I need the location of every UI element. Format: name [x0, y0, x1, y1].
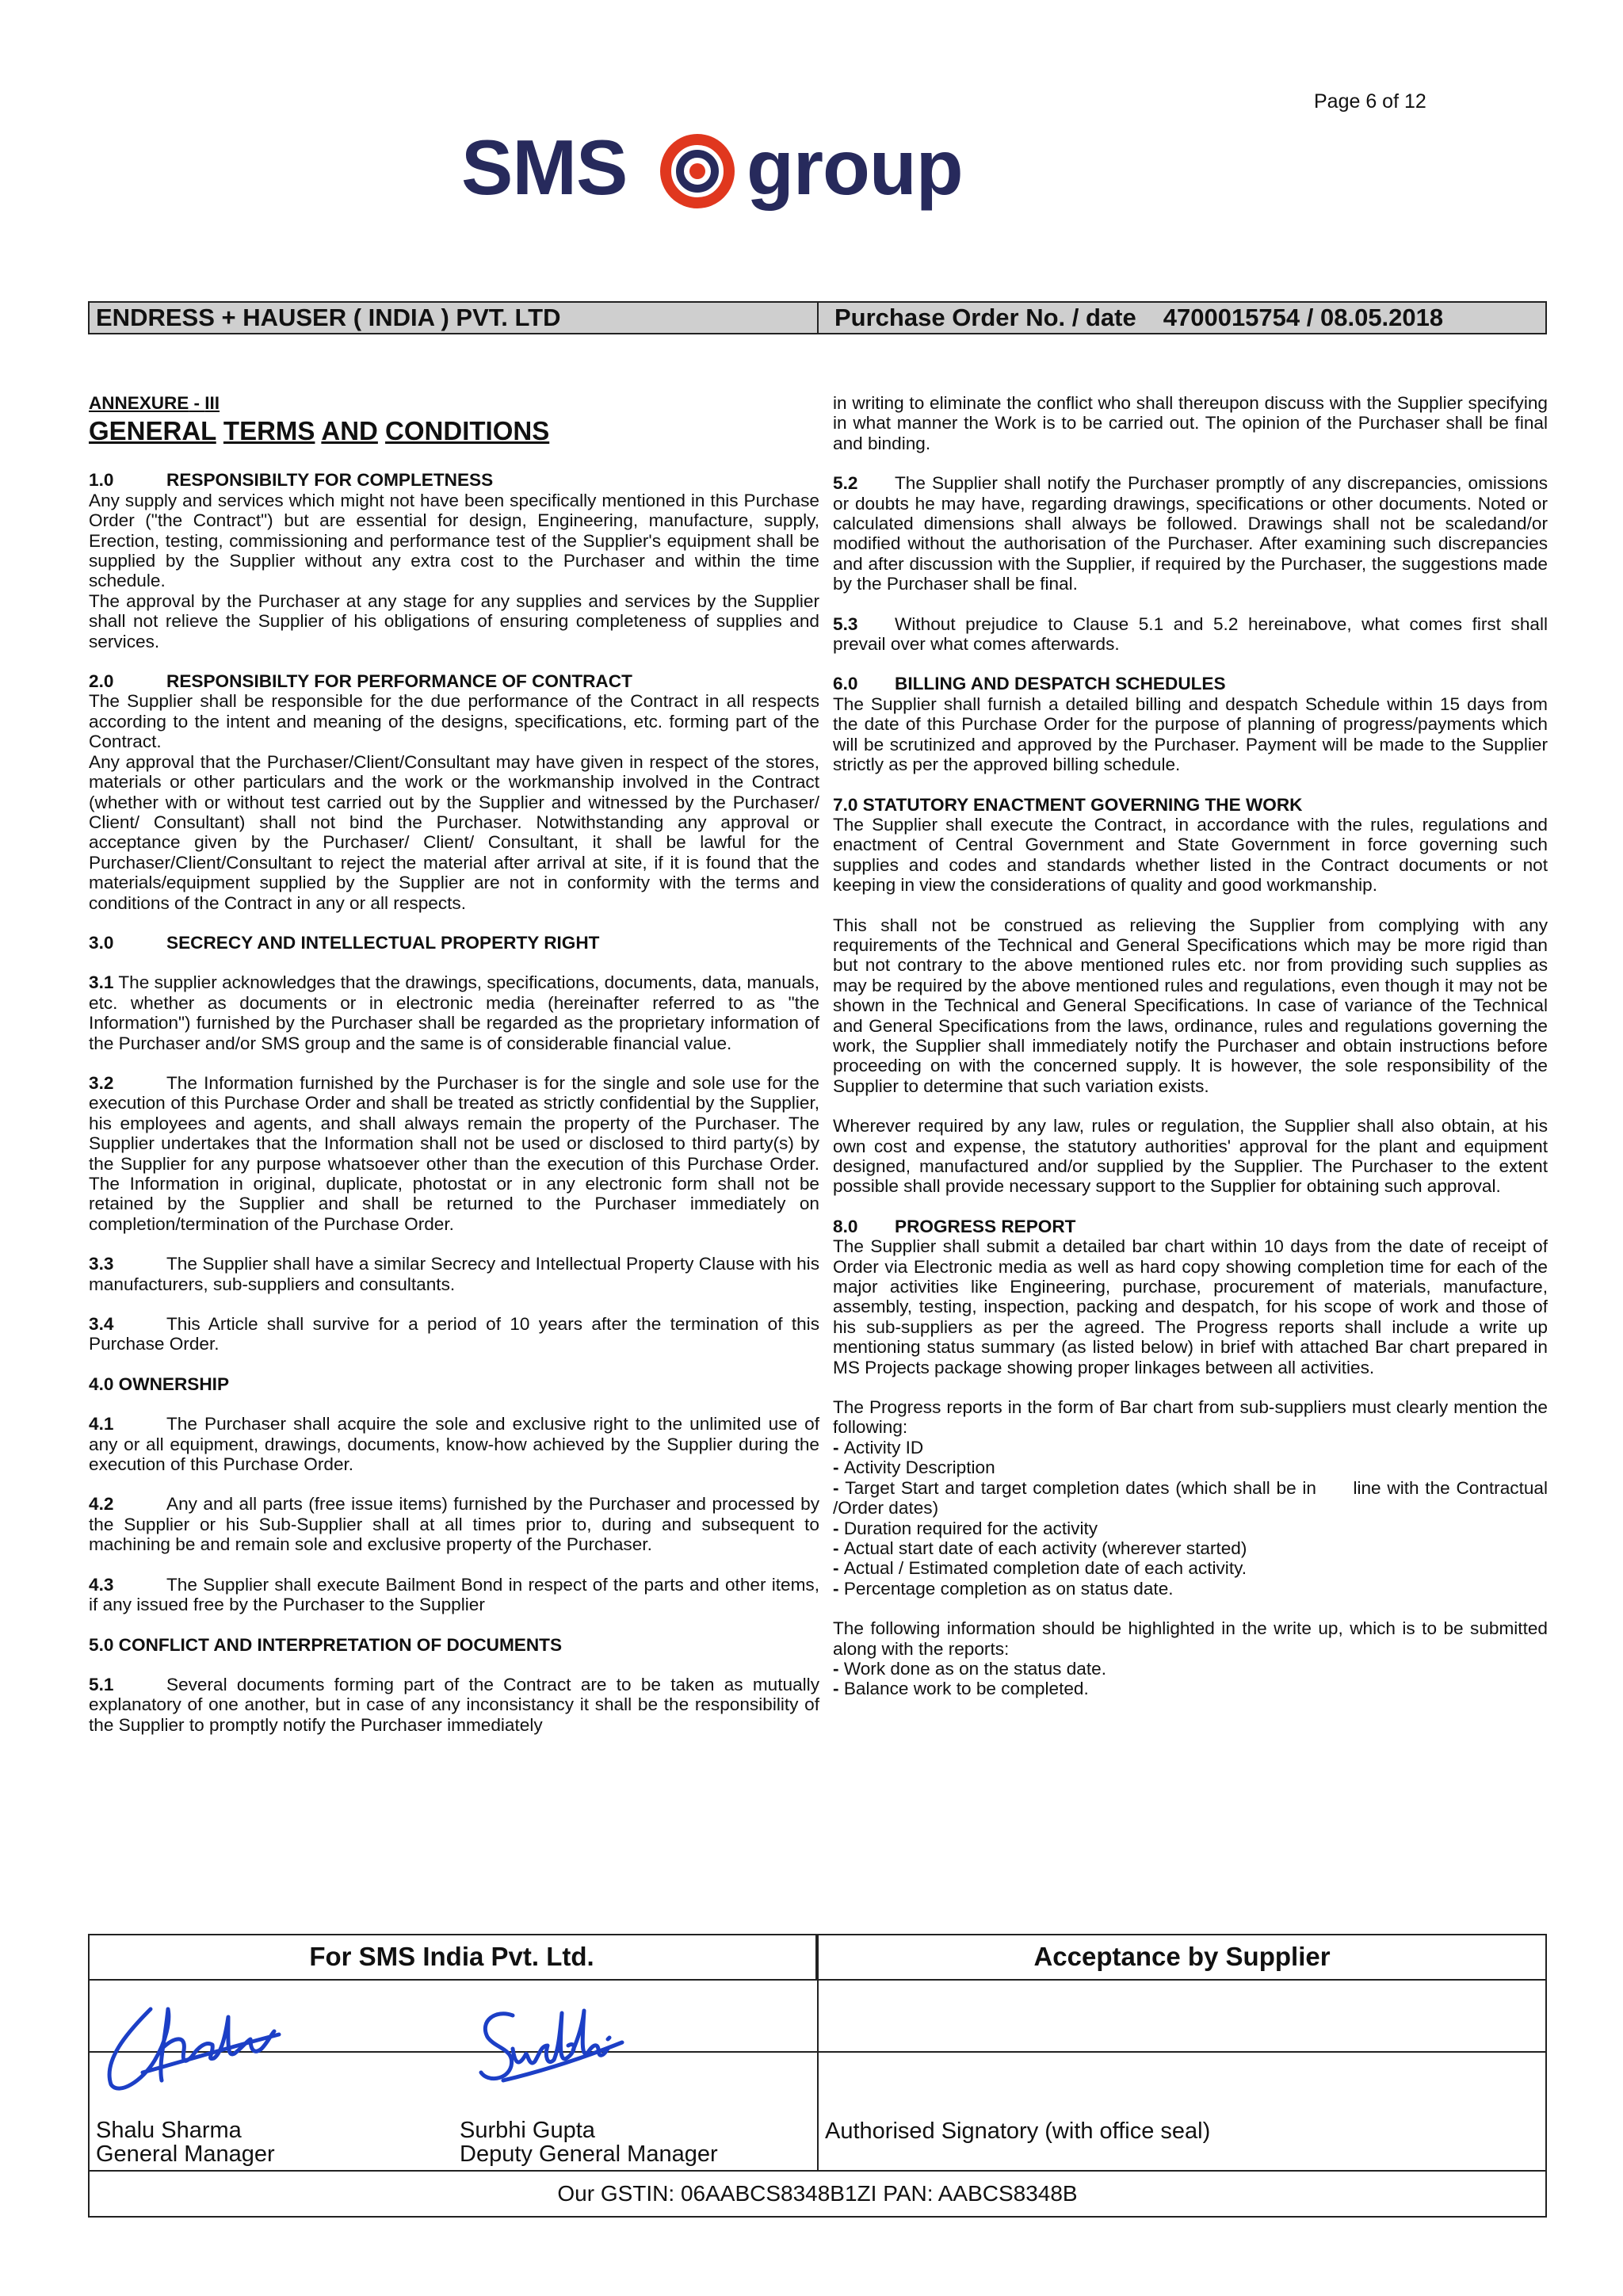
clause-3-3: [89, 1254, 819, 1294]
section-8-paragraph: The following information should be highlighted in the write up, which is to be submitted along with the reports:: [833, 1618, 1548, 1659]
list-item-text: Percentage completion as on status date.: [843, 1578, 1174, 1599]
clause-4-3: [89, 1575, 819, 1615]
clause-text: The Purchaser shall acquire the sole and exclusive right to the unlimited use of any or all equipment, drawings, documents, know-how achieved by the Supplier during the execution of this Purchase Order.: [89, 1414, 819, 1475]
clause-4-2: [89, 1494, 819, 1554]
section-8-paragraph: The Progress reports in the form of Bar chart from sub-suppliers must clearly mention the following:: [833, 1397, 1548, 1438]
clause-number: 3.1: [89, 972, 114, 993]
section-4-heading: 4.0 OWNERSHIP: [89, 1373, 230, 1394]
po-value: 4700015754 / 08.05.2018: [1163, 304, 1444, 331]
clause-number: 4.3: [89, 1574, 114, 1595]
clause-number: 5.1: [89, 1674, 114, 1694]
clause-text: The Information furnished by the Purchaser is for the single and sole use for the execution of this Purchase Order and shall be treated as strictly confidential by the Supplier, his employees and agents, and shall always remain the property of the Purchaser. The Supplier undertakes that the Information shall not be used or disclosed to third party(s) by the Supplier for any purpose whatsoever other than the execution of this Purchase Order. The Information in original, duplicate, photostat or in any electronic form shall not be retained by the Supplier and shall be returned to the Purchaser immediately on completion/termination of the Purchase Order.: [89, 1072, 819, 1234]
logo-ring-icon: [656, 133, 739, 209]
writeup-list: [833, 1659, 1548, 1699]
section-7-paragraph: The Supplier shall execute the Contract, in accordance with the rules, regulations and enactment of Central Government and State Government in force governing such supplies and codes and standards whether listed in the Contract documents or not keeping in view the considerations of quality and good workmanship.: [833, 814, 1548, 896]
supplier-acceptance-heading: Acceptance by Supplier: [1033, 1942, 1331, 1971]
section-1-heading: [89, 470, 819, 490]
section-number: 1.0: [89, 470, 114, 491]
section-title: SECRECY AND INTELLECTUAL PROPERTY RIGHT: [166, 932, 600, 953]
section-2-paragraph: Any approval that the Purchaser/Client/Consultant may have given in respect of the stores, materials or other particulars and the work or the workmanship involved in the Contract (whether with or without test carried out by the Supplier and witnessed by the Purchaser/ Client/ Consultant) shall not bind the Purchaser. Notwithstanding any approval or acceptance given by the Purchaser/ Client/ Consultant, it shall be lawful for the Purchaser/Client/Consultant to reject the material after arrival at site, if it is found that the materials/equipment supplied by the Supplier are not in conformity with the terms and conditions of the Contract in any or all respects.: [89, 751, 819, 913]
section-1-paragraph: The approval by the Purchaser at any stage for any supplies and services by the Supplier shall not relieve the Supplier of his obligations of ensuring completeness of supplies and services.: [89, 590, 819, 651]
section-7-paragraph: Wherever required by any law, rules or regulation, the Supplier shall also obtain, at his own cost and expense, the statutory authorities' approval for the plant and equipment designed, manufactured and/or supplied by the Supplier. The Purchaser to the extent possible shall provide necessary support to the Supplier for obtaining such approval.: [833, 1116, 1548, 1197]
authorised-signatory-label: Authorised Signatory (with office seal): [825, 2118, 1211, 2144]
clause-number: 3.3: [89, 1254, 114, 1274]
signer-2: [460, 2118, 718, 2166]
gstin-footer: Our GSTIN: 06AABCS8348B1ZI PAN: AABCS8348B: [88, 2170, 1547, 2218]
clause-text: The Supplier shall notify the Purchaser promptly of any discrepancies, omissions or doubts he may have, regarding drawings, specifications or other documents. Noted or calculated dimensions shall always be followed. Drawings shall not be scaledand/or modified without the authorisation of the Purchaser. After examining such discrepancies and after discussion with the Supplier, if required by the Purchaser, the suggestions made by the Purchaser shall be final.: [833, 473, 1548, 594]
list-item: - Percentage completion as on status date.: [833, 1578, 1174, 1599]
annexure-label: [89, 393, 819, 413]
list-item-text: Actual start date of each activity (wherever started): [843, 1538, 1247, 1558]
sms-group-logo: [461, 125, 968, 212]
title-word-2: TERMS: [223, 416, 315, 446]
section-5-heading: 5.0 CONFLICT AND INTERPRETATION OF DOCUMENTS: [89, 1634, 563, 1655]
clause-5-3: [833, 614, 1548, 655]
clause-4-1: [89, 1414, 819, 1474]
clause-3-4: [89, 1314, 819, 1354]
clause-5-2: [833, 473, 1548, 594]
clause-text: Several documents forming part of the Contract are to be taken as mutually explanatory of one another, but in case of any inconsistancy it shall be the responsibility of the Supplier to promptly notify the Purchaser immediately: [89, 1674, 819, 1735]
list-item-text: Balance work to be completed.: [843, 1679, 1089, 1699]
list-item: - Target Start and target completion dates (which shall be in line with the Contractual /Order dates): [833, 1477, 1553, 1519]
list-item-text: Activity ID: [843, 1437, 924, 1457]
section-number: 2.0: [89, 671, 114, 692]
section-2-heading: [89, 671, 819, 691]
list-item-text: Target Start and target completion dates (which shall be in line with the Contractual /Order dates): [833, 1477, 1553, 1519]
signer-1: [96, 2118, 275, 2166]
clause-number: 5.3: [833, 613, 858, 634]
title-word-1: GENERAL: [89, 416, 216, 446]
section-8-heading: [833, 1217, 1548, 1236]
signature-shalu: [95, 1985, 285, 2104]
annexure-number: III: [204, 393, 220, 413]
section-7-heading: 7.0 STATUTORY ENACTMENT GOVERNING THE WORK: [833, 794, 1303, 815]
list-item: - Actual start date of each activity (wherever started): [833, 1538, 1247, 1558]
signer-name: Shalu Sharma: [96, 2118, 242, 2143]
right-column: [833, 393, 1553, 1699]
annexure-text: ANNEXURE: [89, 393, 189, 413]
list-item: - Actual / Estimated completion date of each activity.: [833, 1558, 1247, 1579]
section-6-heading: [833, 674, 1548, 693]
list-item-text: Duration required for the activity: [843, 1518, 1098, 1538]
list-item: - Balance work to be completed.: [833, 1679, 1089, 1699]
section-number: 3.0: [89, 932, 114, 953]
section-1-paragraph: Any supply and services which might not have been specifically mentioned in this Purchase Order ("the Contract") but are essential for design, Engineering, manufacture, supply, Erection, testing, commissioning and performance test of the Supplier's equipment shall be supplied by the Supplier without any extra cost to the Purchaser and within the time schedule.: [89, 490, 819, 591]
logo-text-sms: SMS: [461, 124, 628, 211]
list-item-text: Work done as on the status date.: [843, 1658, 1106, 1679]
section-title: RESPONSIBILTY FOR COMPLETNESS: [166, 470, 494, 491]
logo-text-group: group: [747, 124, 963, 211]
section-8-paragraph: The Supplier shall submit a detailed bar chart within 10 days from the date of receipt of Order via Electronic media as well as hard copy showing completion time for each of the major activities like Engineering, purchase, procurement of materials, manufacture, assembly, testing, inspection, packing and despatch, for his scope of work and those of his sub-suppliers as per the agreed. The Progress reports shall include a write up mentioning status summary (as listed below) in brief with attached Bar chart prepared in MS Projects package showing proper linkages between all activities.: [833, 1236, 1548, 1377]
clause-number: 3.4: [89, 1314, 114, 1335]
clause-number: 4.1: [89, 1414, 114, 1435]
list-item: - Activity Description: [833, 1457, 995, 1478]
clause-text: This Article shall survive for a period of 10 years after the termination of this Purchase Order.: [89, 1314, 819, 1354]
clause-5-1-continued: in writing to eliminate the conflict who shall thereupon discuss with the Supplier specifying in what manner the Work is to be carried out. The opinion of the Purchaser shall be final and binding.: [833, 393, 1548, 453]
clause-text: Any and all parts (free issue items) furnished by the Purchaser and processed by the Supplier or his Sub-Supplier shall at all times prior to, during and subsequent to machining be and remain sole and exclusive property of the Purchaser.: [89, 1494, 819, 1555]
section-3-heading: [89, 933, 819, 953]
po-label: Purchase Order No. / date: [834, 304, 1136, 331]
clause-number: 5.2: [833, 473, 858, 494]
list-item-text: Activity Description: [843, 1457, 995, 1478]
section-2-paragraph: The Supplier shall be responsible for the due performance of the Contract in all respects according to the intent and meaning of the designs, specifications, etc. forming part of the Contract.: [89, 691, 819, 752]
section-title: RESPONSIBILTY FOR PERFORMANCE OF CONTRACT: [166, 671, 632, 692]
clause-text: Without prejudice to Clause 5.1 and 5.2 hereinabove, what comes first shall prevail over what comes afterwards.: [833, 613, 1548, 655]
signer-role: General Manager: [96, 2141, 275, 2167]
clause-text: The Supplier shall have a similar Secrecy and Intellectual Property Clause with his manufacturers, sub-suppliers and consultants.: [89, 1254, 819, 1294]
section-7-paragraph: This shall not be construed as relieving the Supplier from complying with any requirements of the Technical and General Specifications which may be more rigid than but not contrary to the above mentioned rules etc. nor from providing such supplies as may be required by the above mentioned rules and regulations, even though it may not be shown in the Technical and General Specifications. In case of variance of the Technical and General Specifications from the laws, ordinance, rules and regulations governing the work, the Supplier shall immediately notify the Purchaser and obtain instructions before proceeding on with the concerned supply. It is however, the sole responsibility of the Supplier to determine that such variation exists.: [833, 915, 1548, 1096]
section-title: PROGRESS REPORT: [895, 1216, 1076, 1236]
clause-5-1: [89, 1675, 819, 1735]
list-item: - Activity ID: [833, 1437, 924, 1457]
signer-role: Deputy General Manager: [460, 2141, 718, 2167]
clause-3-1: [89, 972, 819, 1053]
list-item-text: Actual / Estimated completion date of each activity.: [843, 1558, 1247, 1579]
section-6-paragraph: The Supplier shall furnish a detailed billing and despatch Schedule within 15 days from the date of this Purchase Order for the purpose of planning of progress/payments which will be scrutinized and approved by the Purchaser. Payment will be made to the Supplier strictly as per the approved billing schedule.: [833, 693, 1548, 775]
title-word-4: CONDITIONS: [385, 416, 550, 446]
section-number: 6.0: [833, 674, 858, 694]
list-item: - Duration required for the activity: [833, 1518, 1098, 1538]
clause-text: The Supplier shall execute Bailment Bond in respect of the parts and other items, if any issued free by the Purchaser to the Supplier: [89, 1574, 819, 1615]
page-number: Page 6 of 12: [1314, 90, 1426, 113]
supplier-name: ENDRESS + HAUSER ( INDIA ) PVT. LTD: [90, 303, 819, 333]
signature-surbhi: [472, 1993, 630, 2096]
list-item: - Work done as on the status date.: [833, 1658, 1106, 1679]
page-title: [89, 416, 819, 446]
sms-signature-heading: For SMS India Pvt. Ltd.: [88, 1934, 817, 1980]
table-column-divider: [817, 1934, 819, 2172]
clause-3-2: [89, 1073, 819, 1234]
section-title: BILLING AND DESPATCH SCHEDULES: [895, 674, 1226, 694]
section-number: 8.0: [833, 1216, 858, 1236]
progress-report-list: [833, 1437, 1553, 1599]
annexure-sep: -: [189, 393, 205, 413]
clause-text: The supplier acknowledges that the drawings, specifications, documents, data, manuals, etc. whether as documents or in electronic media (hereinafter referred to as "the Information") furnished by the Purchaser shall be regarded as the proprietary information of the Purchaser and/or SMS group and the same is of considerable financial value.: [89, 972, 819, 1053]
po-info: [819, 303, 1545, 333]
clause-number: 3.2: [89, 1072, 114, 1093]
title-word-3: AND: [321, 416, 378, 446]
order-header-bar: [88, 301, 1547, 334]
left-column: [89, 393, 819, 1735]
clause-number: 4.2: [89, 1494, 114, 1515]
signer-name: Surbhi Gupta: [460, 2118, 595, 2143]
